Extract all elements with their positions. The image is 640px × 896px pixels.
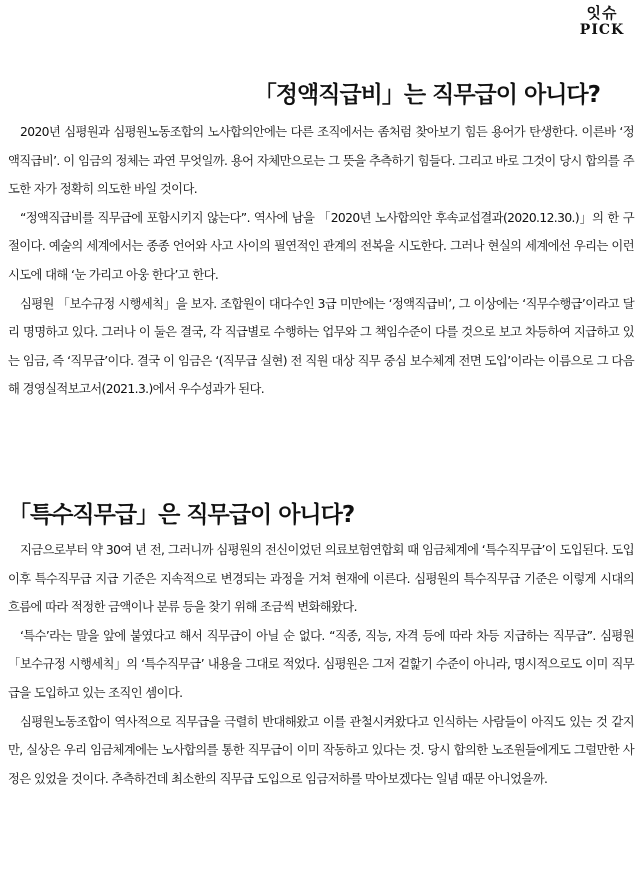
section-heading-2: 「특수직무급」은 직무급이 아니다? xyxy=(8,502,355,528)
logo-bottom-text: PICK xyxy=(579,22,625,38)
paragraph: 심평원 「보수규정 시행세칙」을 보자. 조합원이 대다수인 3급 미만에는 ‘정액직급비’, 그 이상에는 ‘직무수행급’이라고 달리 명명하고 있다. 그러나 이 둘은 결국, 각 직급별로 수행하는 업무와 그 책임수준이 다를 것으로 보고 차등하여 지급하고 있는 임금, 즉 ‘직무급’이다. 결국 이 임금은 ‘(직무급 실현) 전 직원 대상 직무 중심 보수체계 전면 도입’이라는 이름으로 그 다음해 경영실적보고서(2021.3.)에서 우수성과가 된다. xyxy=(8,296,634,397)
logo-top-text: 잇슈 xyxy=(586,4,618,22)
paragraph: ‘특수’라는 말을 앞에 붙였다고 해서 직무급이 아닐 순 없다. “직종, 직능, 자격 등에 따라 차등 지급하는 직무급”. 심평원 「보수규정 시행세칙」의 ‘특수직무급’ 내용을 그대로 적었다. 심평원은 그저 겉핥기 수준이 아니라, 명시적으로도 이미 직무급을 도입하고 있는 조직인 셈이다. xyxy=(8,628,634,700)
paragraph: 심평원노동조합이 역사적으로 직무급을 극렬히 반대해왔고 이를 관철시켜왔다고 인식하는 사람들이 아직도 있는 것 같지만, 실상은 우리 임금체계에는 노사합의를 통한 직무급이 이미 작동하고 있다는 것. 당시 합의한 노조원들에게도 그럴만한 사정은 있었을 것이다. 추측하건데 최소한의 직무급 도입으로 임금저하를 막아보겠다는 일념 때문 아니었을까. xyxy=(8,714,634,786)
paragraph: “정액직급비를 직무급에 포함시키지 않는다”. 역사에 남을 「2020년 노사합의안 후속교섭결과(2020.12.30.)」의 한 구절이다. 예술의 세계에서는 종종 언어와 사고 사이의 필연적인 관계의 전복을 시도한다. 그러나 현실의 세계에선 우리는 이런 시도에 대해 ‘눈 가리고 아웅 한다’고 한다. xyxy=(8,210,634,282)
section-body-1 xyxy=(8,118,634,404)
section-heading-1: 「정액직급비」는 직무급이 아니다? xyxy=(253,82,600,108)
paragraph: 지금으로부터 약 30여 년 전, 그러니까 심평원의 전신이었던 의료보험연합회 때 임금체계에 ‘특수직무급’이 도입된다. 도입 이후 특수직무급 지급 기준은 지속적으로 변경되는 과정을 거쳐 현재에 이른다. 심평원의 특수직무급 기준은 이렇게 시대의 흐름에 따라 적정한 금액이나 분류 등을 찾기 위해 조금씩 변화해왔다. xyxy=(8,543,634,615)
section-body-2 xyxy=(8,536,634,793)
paragraph: 2020년 심평원과 심평원노동조합의 노사합의안에는 다른 조직에서는 좀처럼 찾아보기 힘든 용어가 탄생한다. 이른바 ‘정액직급비’. 이 임금의 정체는 과연 무엇일까. 용어 자체만으로는 그 뜻을 추측하기 힘들다. 그리고 바로 그것이 당시 합의를 주도한 자가 정확히 의도한 바일 것이다. xyxy=(8,125,634,197)
brand-logo xyxy=(574,6,630,37)
